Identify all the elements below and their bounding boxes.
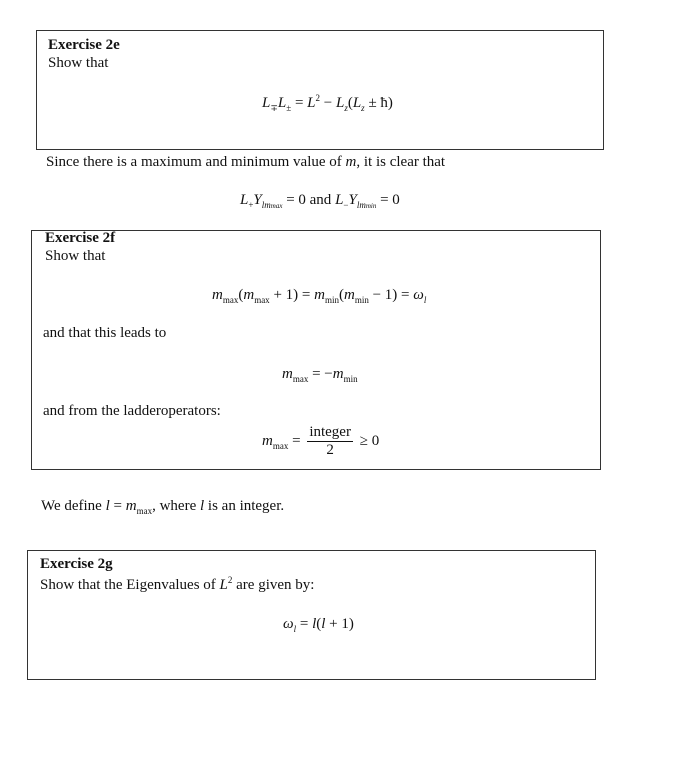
exercise-2f-text-leads: and that this leads to <box>43 325 167 341</box>
exercise-2g-subtitle: Show that the Eigenvalues of $L^2$ are given by: <box>40 575 315 593</box>
fraction-denominator: 2 <box>326 442 334 458</box>
exercise-2e-title: Exercise 2e <box>48 37 120 53</box>
integer-over-two-fraction <box>307 424 353 459</box>
exercise-2f-title: Exercise 2f <box>45 230 116 246</box>
exercise-2e-subtitle: Show that <box>48 55 109 71</box>
exercise-2f-equation-1: $m_{max}(m_{max} + 1) = m_{min}(m_{min} - 1) = \omega_l$ <box>212 287 427 305</box>
exercise-2e-box <box>36 30 604 150</box>
intro-equation: $L_+Y_{lmmax} = 0$ and $L_-Y_{lmmin} = 0$ <box>240 192 400 210</box>
exercise-2f-text-ladder: and from the ladderoperators: <box>43 403 221 419</box>
fraction-numerator: integer <box>309 424 351 440</box>
intro-text: Since there is a maximum and minimum value of m, it is clear that <box>46 154 446 170</box>
exercise-2e-equation: $L_\mp L_\pm = L^2 - L_z(L_z$ ± ħ) <box>262 93 393 113</box>
exercise-2g-equation: $\omega_l = l(l + 1)$ <box>283 616 354 634</box>
exercise-2f-equation-2: $m_{max} = -m_{min}$ <box>282 366 358 384</box>
exercise-2g-title: Exercise 2g <box>40 556 113 572</box>
exercise-2f-subtitle: Show that <box>45 248 106 264</box>
exercise-2f-equation-3: $m_{max}$ = $\frac{\text{integer}}{2}$ ≥ 0 <box>262 424 380 458</box>
define-text: We define $l = m_{max}$, where l is an integer. <box>41 498 285 516</box>
